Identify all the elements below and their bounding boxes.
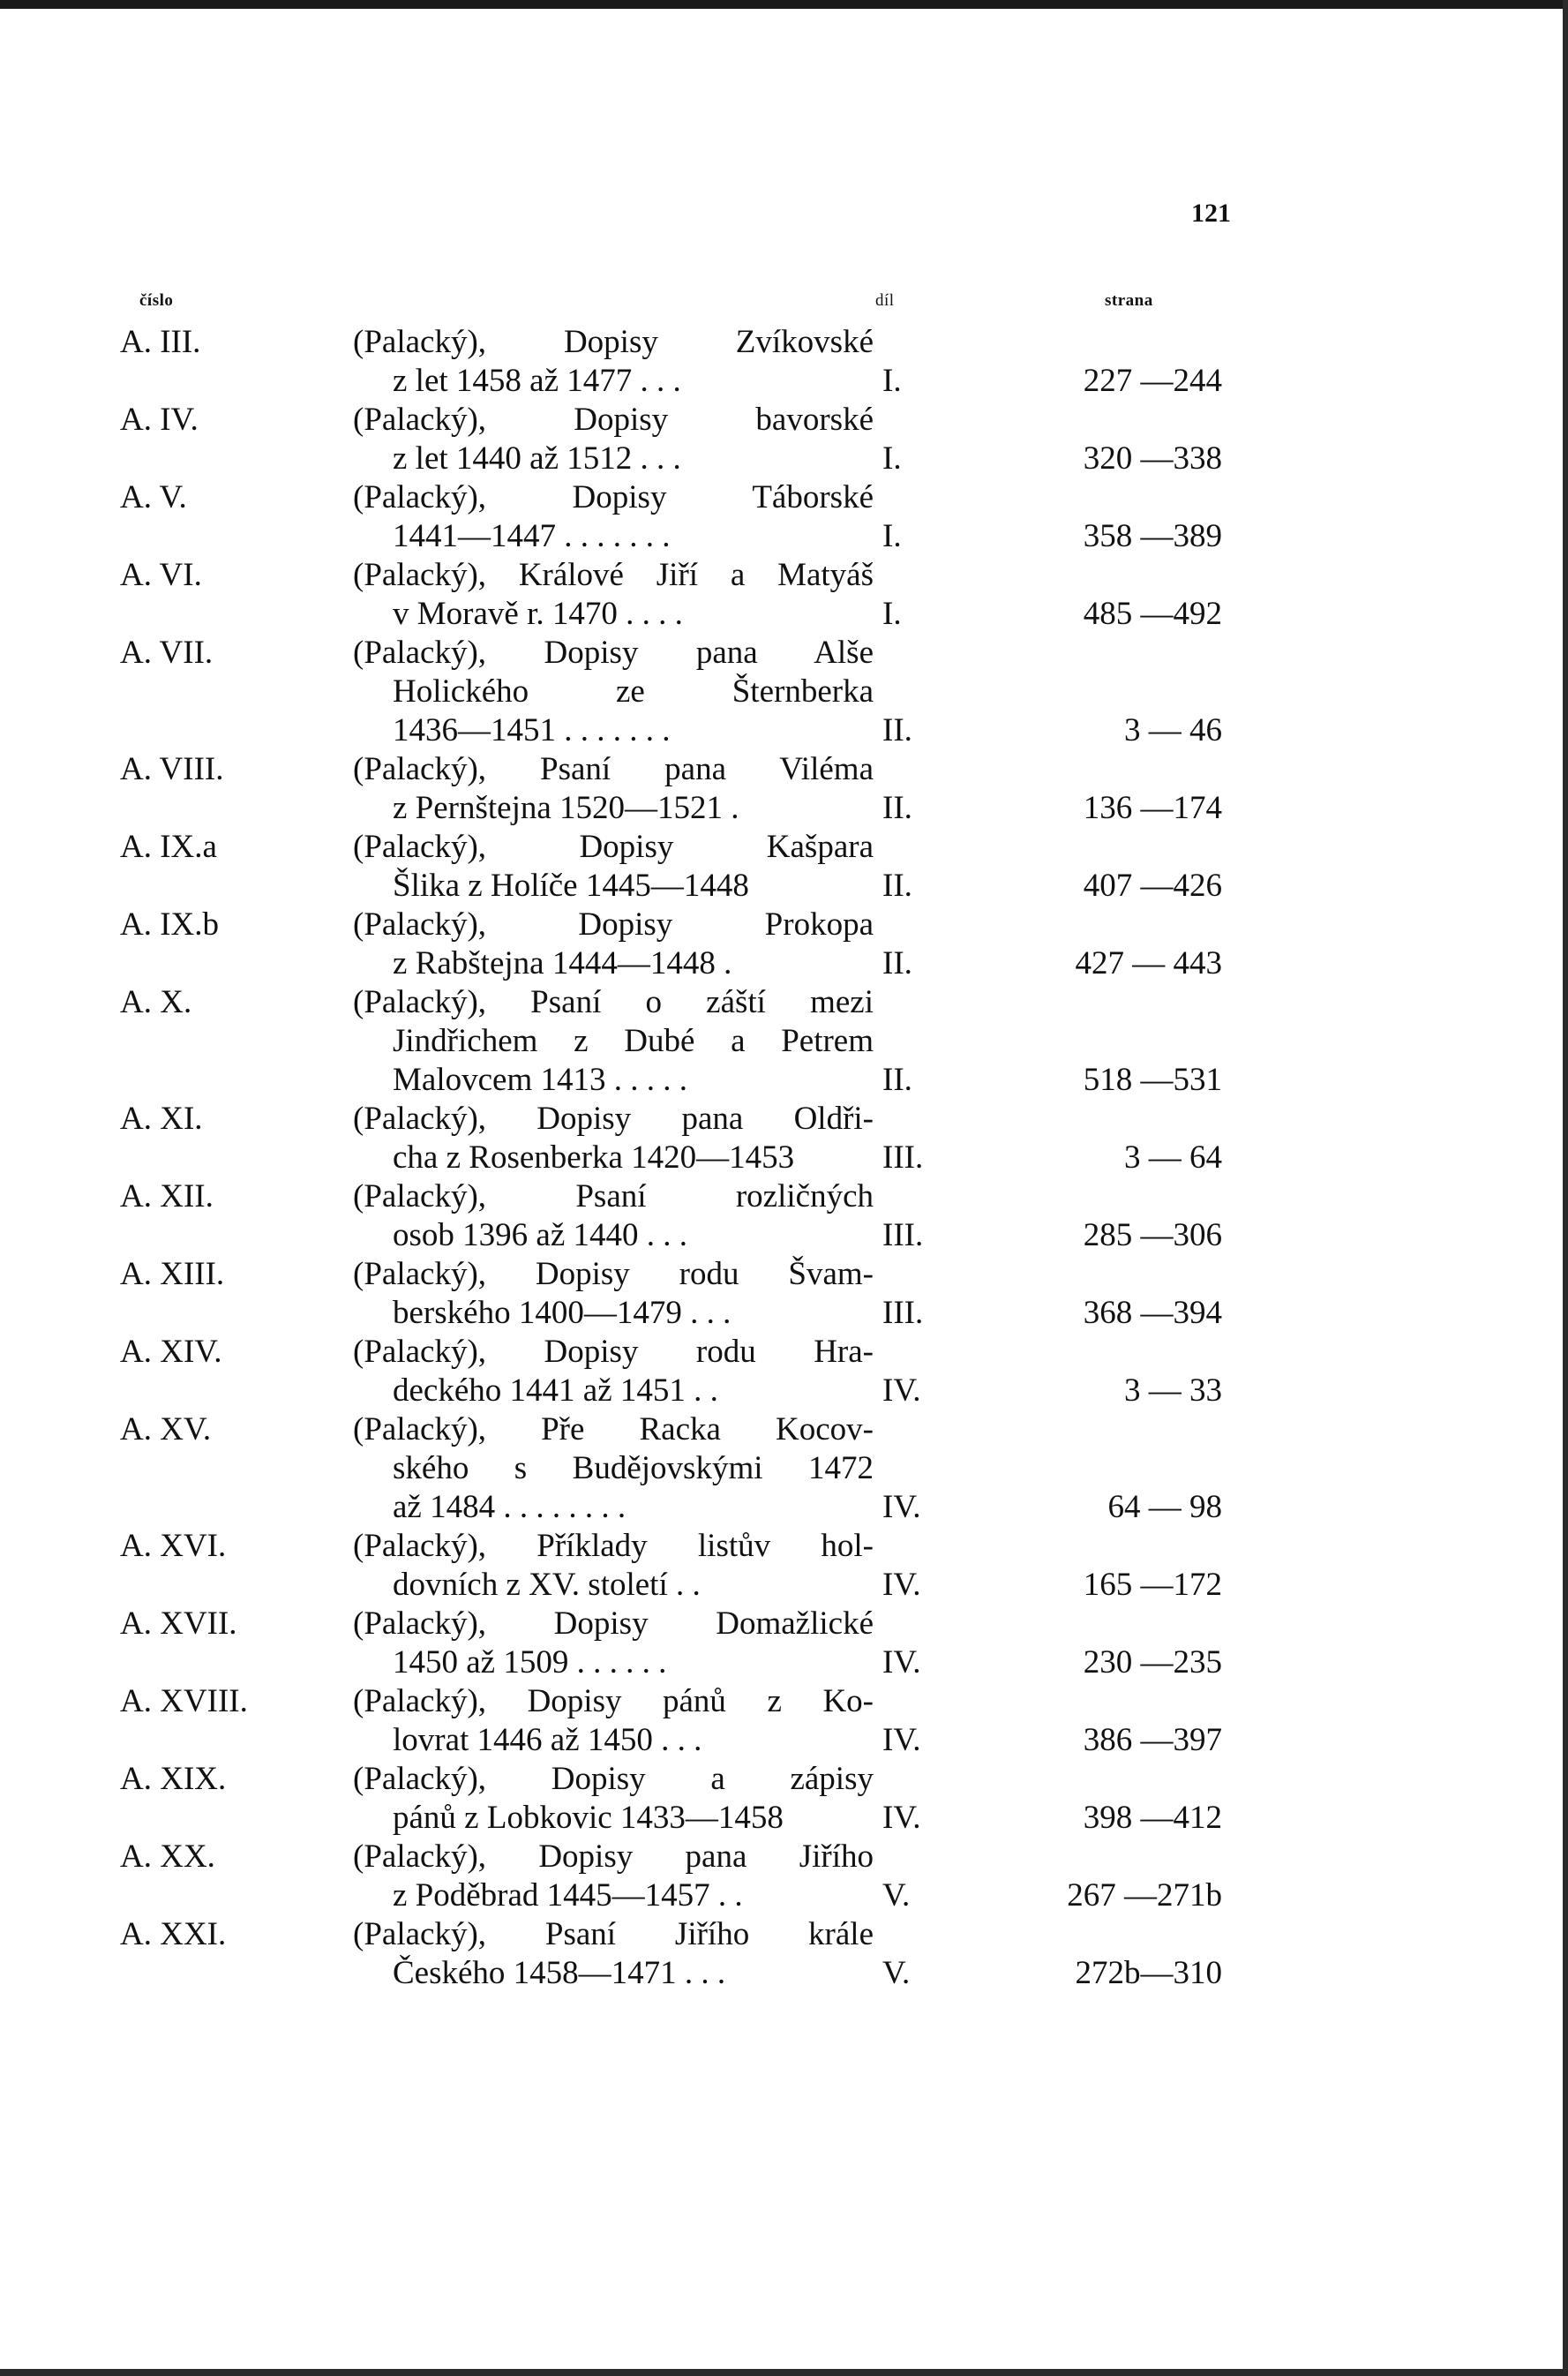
entry-title-line: z Pernštejna 1520—1521 . xyxy=(393,790,739,826)
entry-pages: 272b—310 xyxy=(1075,1955,1222,1991)
entry-title-line: Holického ze Šternberka xyxy=(393,673,874,710)
list-item xyxy=(0,401,1568,478)
entry-title-line: z let 1458 až 1477 . . . xyxy=(393,363,681,399)
entry-title-line: 1441—1447 . . . . . . . xyxy=(393,518,671,554)
entry-title-line: až 1484 . . . . . . . . xyxy=(393,1489,626,1525)
entry-title-line: (Palacký), Psaní pana Viléma xyxy=(353,751,874,787)
entry-title-line: (Palacký), Dopisy a zápisy xyxy=(353,1761,874,1797)
entry-volume: I. xyxy=(882,440,902,477)
entry-volume: I. xyxy=(882,518,902,554)
entry-title xyxy=(353,828,874,906)
list-item xyxy=(0,1527,1568,1605)
entry-number: A. XI. xyxy=(120,1101,203,1137)
entry-title-line: z let 1440 až 1512 . . . xyxy=(393,440,681,477)
entry-number: A. XVII. xyxy=(120,1605,237,1642)
entry-title-line: (Palacký), Dopisy pana Alše xyxy=(353,635,874,671)
entry-number: A. X. xyxy=(120,984,192,1020)
entry-pages: 398 —412 xyxy=(1083,1800,1222,1836)
list-item xyxy=(0,983,1568,1100)
entry-pages: 3 — 33 xyxy=(1124,1372,1222,1409)
entry-pages: 320 —338 xyxy=(1083,440,1222,477)
list-item xyxy=(0,556,1568,634)
entry-title-line: 1436—1451 . . . . . . . xyxy=(393,712,671,748)
entry-volume: I. xyxy=(882,363,902,399)
entry-title xyxy=(353,1915,874,1993)
entry-title-line: z Rabštejna 1444—1448 . xyxy=(393,945,732,981)
entry-title-line: (Palacký), Dopisy rodu Švam- xyxy=(353,1256,874,1292)
entry-title-line: (Palacký), Dopisy Domažlické xyxy=(353,1605,874,1642)
entry-title xyxy=(353,1760,874,1838)
entry-volume: II. xyxy=(882,790,912,826)
entry-title-line: cha z Rosenberka 1420—1453 xyxy=(393,1139,795,1176)
entry-title xyxy=(353,634,874,750)
entry-volume: II. xyxy=(882,945,912,981)
entry-number: A. IX.b xyxy=(120,906,220,943)
entry-title-line: (Palacký), Králové Jiří a Matyáš xyxy=(353,557,874,593)
entry-volume: III. xyxy=(882,1217,924,1253)
entry-volume: IV. xyxy=(882,1644,921,1680)
list-item xyxy=(0,1838,1568,1915)
entry-number: A. XV. xyxy=(120,1411,212,1447)
entry-volume: IV. xyxy=(882,1489,921,1525)
entry-pages: 358 —389 xyxy=(1083,518,1222,554)
entry-number: A. XX. xyxy=(120,1838,215,1875)
entry-title-line: (Palacký), Dopisy Táborské xyxy=(353,479,874,515)
entry-number: A. VIII. xyxy=(120,751,224,787)
entry-number: A. III. xyxy=(120,324,201,360)
entry-volume: IV. xyxy=(882,1567,921,1603)
entry-title xyxy=(353,906,874,983)
entry-title-line: (Palacký), Dopisy pana Oldři- xyxy=(353,1101,874,1137)
column-header-volume: díl xyxy=(875,291,895,310)
list-item xyxy=(0,1177,1568,1255)
entry-title-line: Jindřichem z Dubé a Petrem xyxy=(393,1023,874,1059)
entry-number: A. VII. xyxy=(120,635,214,671)
entry-title-line: pánů z Lobkovic 1433—1458 xyxy=(393,1800,784,1836)
entry-title xyxy=(353,556,874,634)
entry-number: A. XII. xyxy=(120,1178,214,1214)
entry-pages: 3 — 46 xyxy=(1124,712,1222,748)
entry-volume: III. xyxy=(882,1139,924,1176)
entry-volume: IV. xyxy=(882,1372,921,1409)
entry-title-line: z Poděbrad 1445—1457 . . xyxy=(393,1877,743,1914)
entry-title xyxy=(353,1838,874,1915)
entry-title xyxy=(353,1682,874,1760)
list-item xyxy=(0,1682,1568,1760)
list-item xyxy=(0,1760,1568,1838)
entry-pages: 485 —492 xyxy=(1083,596,1222,632)
list-item xyxy=(0,1255,1568,1333)
entry-title-line: (Palacký), Psaní Jiřího krále xyxy=(353,1916,874,1952)
entry-pages: 230 —235 xyxy=(1083,1644,1222,1680)
entry-number: A. XIX. xyxy=(120,1761,227,1797)
entry-title-line: (Palacký), Dopisy pánů z Ko- xyxy=(353,1683,874,1719)
list-item xyxy=(0,1605,1568,1682)
entry-pages: 386 —397 xyxy=(1083,1722,1222,1758)
entry-title-line: Českého 1458—1471 . . . xyxy=(393,1955,726,1991)
entry-title xyxy=(353,478,874,556)
entry-title-line: (Palacký), Dopisy Prokopa xyxy=(353,906,874,943)
list-item xyxy=(0,1100,1568,1177)
list-item xyxy=(0,828,1568,906)
entry-title-line: lovrat 1446 až 1450 . . . xyxy=(393,1722,702,1758)
list-item xyxy=(0,906,1568,983)
entry-volume: III. xyxy=(882,1295,924,1331)
entry-title-line: (Palacký), Psaní rozličných xyxy=(353,1178,874,1214)
list-item xyxy=(0,478,1568,556)
list-item xyxy=(0,1410,1568,1527)
entry-title-line: (Palacký), Příklady listův hol- xyxy=(353,1528,874,1564)
entry-number: A. IV. xyxy=(120,402,199,438)
entry-title-line: berského 1400—1479 . . . xyxy=(393,1295,731,1331)
entry-title xyxy=(353,1333,874,1410)
column-header-number: číslo xyxy=(139,291,174,310)
entry-volume: I. xyxy=(882,596,902,632)
list-item xyxy=(0,750,1568,828)
entry-number: A. XIV. xyxy=(120,1334,222,1370)
entry-title xyxy=(353,401,874,478)
entry-number: A. V. xyxy=(120,479,187,515)
entry-title-line: (Palacký), Dopisy pana Jiřího xyxy=(353,1838,874,1875)
entry-pages: 3 — 64 xyxy=(1124,1139,1222,1176)
entry-volume: V. xyxy=(882,1955,911,1991)
entry-volume: II. xyxy=(882,1062,912,1098)
entry-title xyxy=(353,1177,874,1255)
entry-number: A. XVI. xyxy=(120,1528,227,1564)
scan-edge-bottom xyxy=(0,2369,1568,2376)
list-item xyxy=(0,1333,1568,1410)
entry-title-line: ského s Budějovskými 1472 xyxy=(393,1450,874,1486)
entry-title xyxy=(353,983,874,1100)
entry-pages: 518 —531 xyxy=(1083,1062,1222,1098)
entry-title-line: (Palacký), Dopisy Zvíkovské xyxy=(353,324,874,360)
scan-edge-top xyxy=(0,0,1568,9)
entry-title-line: (Palacký), Dopisy bavorské xyxy=(353,402,874,438)
entry-number: A. IX.a xyxy=(120,829,217,865)
entry-title-line: (Palacký), Dopisy Kašpara xyxy=(353,829,874,865)
list-item xyxy=(0,1915,1568,1993)
entry-pages: 407 —426 xyxy=(1083,868,1222,904)
entry-volume: IV. xyxy=(882,1800,921,1836)
entry-title-line: (Palacký), Pře Racka Kocov- xyxy=(353,1411,874,1447)
entry-title xyxy=(353,323,874,401)
entry-title xyxy=(353,1605,874,1682)
list-item xyxy=(0,323,1568,401)
entry-title xyxy=(353,1255,874,1333)
entry-number: A. XVIII. xyxy=(120,1683,248,1719)
entry-list xyxy=(0,323,1568,1993)
entry-number: A. XXI. xyxy=(120,1916,227,1952)
entry-title-line: v Moravě r. 1470 . . . . xyxy=(393,596,683,632)
entry-pages: 267 —271b xyxy=(1067,1877,1222,1914)
entry-title-line: dovních z XV. století . . xyxy=(393,1567,701,1603)
entry-pages: 136 —174 xyxy=(1083,790,1222,826)
entry-title xyxy=(353,1410,874,1527)
entry-pages: 165 —172 xyxy=(1083,1567,1222,1603)
entry-number: A. XIII. xyxy=(120,1256,225,1292)
list-item xyxy=(0,634,1568,750)
entry-title-line: Šlika z Holíče 1445—1448 xyxy=(393,868,749,904)
entry-title xyxy=(353,1100,874,1177)
entry-volume: IV. xyxy=(882,1722,921,1758)
entry-title-line: 1450 až 1509 . . . . . . xyxy=(393,1644,667,1680)
entry-pages: 64 — 98 xyxy=(1107,1489,1222,1525)
entry-title-line: deckého 1441 až 1451 . . xyxy=(393,1372,718,1409)
entry-volume: V. xyxy=(882,1877,911,1914)
entry-number: A. VI. xyxy=(120,557,202,593)
entry-title xyxy=(353,1527,874,1605)
entry-pages: 368 —394 xyxy=(1083,1295,1222,1331)
entry-title-line: (Palacký), Dopisy rodu Hra- xyxy=(353,1334,874,1370)
entry-pages: 227 —244 xyxy=(1083,363,1222,399)
entry-pages: 285 —306 xyxy=(1083,1217,1222,1253)
page-number: 121 xyxy=(1191,199,1231,228)
entry-title xyxy=(353,750,874,828)
entry-pages: 427 — 443 xyxy=(1075,945,1222,981)
entry-title-line: Malovcem 1413 . . . . . xyxy=(393,1062,687,1098)
entry-volume: II. xyxy=(882,868,912,904)
entry-title-line: osob 1396 až 1440 . . . xyxy=(393,1217,687,1253)
entry-volume: II. xyxy=(882,712,912,748)
entry-title-line: (Palacký), Psaní o záští mezi xyxy=(353,984,874,1020)
column-header-pages: strana xyxy=(1105,291,1153,310)
